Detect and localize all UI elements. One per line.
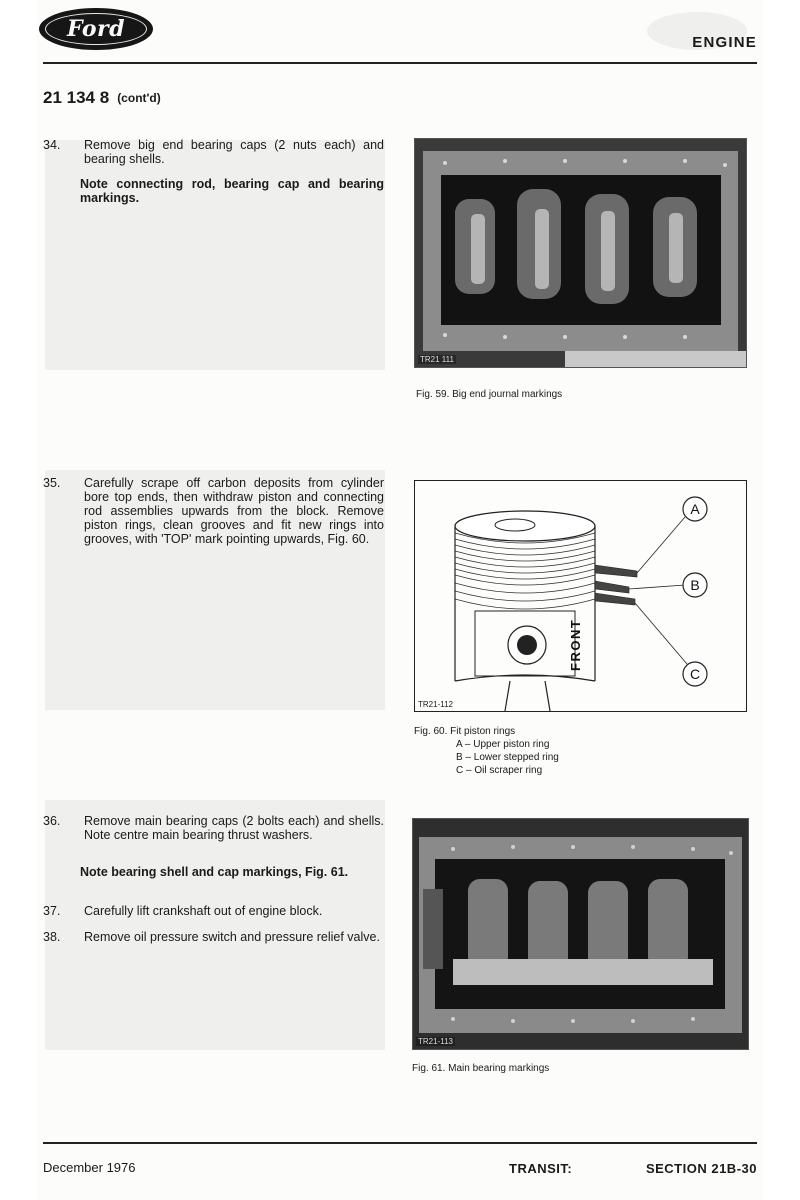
step-number: 37. — [43, 904, 61, 918]
continued-label: (cont'd) — [117, 91, 161, 105]
step-37 — [43, 904, 384, 918]
vehicle-model: TRANSIT: — [509, 1161, 573, 1176]
step-36-note: Note bearing shell and cap markings, Fig. 61. — [80, 865, 349, 879]
fig60-drawing — [414, 480, 747, 712]
legend-item-c: C – Oil scraper ring — [456, 765, 543, 776]
section-page-number: SECTION 21B-30 — [645, 1161, 757, 1176]
fig59-photo — [414, 138, 747, 368]
step-35 — [43, 476, 384, 546]
header-rule — [43, 62, 757, 64]
ford-logo — [39, 8, 153, 50]
fig61-photo — [412, 818, 749, 1050]
drawing-reference: TR21-112 — [418, 700, 453, 709]
step-number: 34. — [43, 138, 61, 152]
footer-rule — [43, 1142, 757, 1144]
operation-code: 21 134 8 — [43, 88, 110, 107]
logo-wordmark: Ford — [66, 16, 126, 42]
step-34 — [43, 138, 384, 166]
step-text: Remove big end bearing caps (2 nuts each) and bearing shells. — [84, 138, 384, 166]
issue-date: December 1976 — [43, 1160, 136, 1175]
bleed-through-image — [45, 140, 385, 370]
callout-a: A — [690, 501, 700, 517]
legend-item-a: A – Upper piston ring — [456, 739, 550, 750]
fig60-caption: Fig. 60. Fit piston rings — [414, 726, 516, 737]
step-36 — [43, 814, 384, 842]
step-text: Carefully lift crankshaft out of engine block. — [84, 904, 323, 918]
section-heading: ENGINE — [692, 34, 757, 51]
step-number: 38. — [43, 930, 61, 944]
front-marking: FRONT — [568, 618, 583, 671]
fig61-caption: Fig. 61. Main bearing markings — [412, 1063, 550, 1074]
step-text: Carefully scrape off carbon deposits from cylinder bore top ends, then withdraw piston and connecting rod assemblies upwards from the block. Remove piston rings, clean grooves and fit new rings into grooves, with 'TOP' mark pointing upwards, Fig. 60. — [84, 476, 384, 546]
step-number: 36. — [43, 814, 61, 828]
step-text: Remove oil pressure switch and pressure relief valve. — [84, 930, 380, 944]
callout-c: C — [689, 666, 701, 682]
fig59-caption: Fig. 59. Big end journal markings — [416, 389, 563, 400]
fig60-legend — [456, 738, 559, 777]
photo-reference: TR21-113 — [418, 1037, 453, 1046]
callout-b: B — [690, 577, 700, 593]
photo-reference: TR21 111 — [420, 355, 454, 364]
manual-page — [37, 0, 763, 1200]
step-number: 35. — [43, 476, 61, 490]
step-34-note: Note connecting rod, bearing cap and bearing markings. — [80, 177, 384, 205]
operation-number — [43, 88, 161, 108]
legend-item-b: B – Lower stepped ring — [456, 752, 559, 763]
step-38 — [43, 930, 384, 944]
step-text: Remove main bearing caps (2 bolts each) and shells. Note centre main bearing thrust washers. — [84, 814, 384, 842]
